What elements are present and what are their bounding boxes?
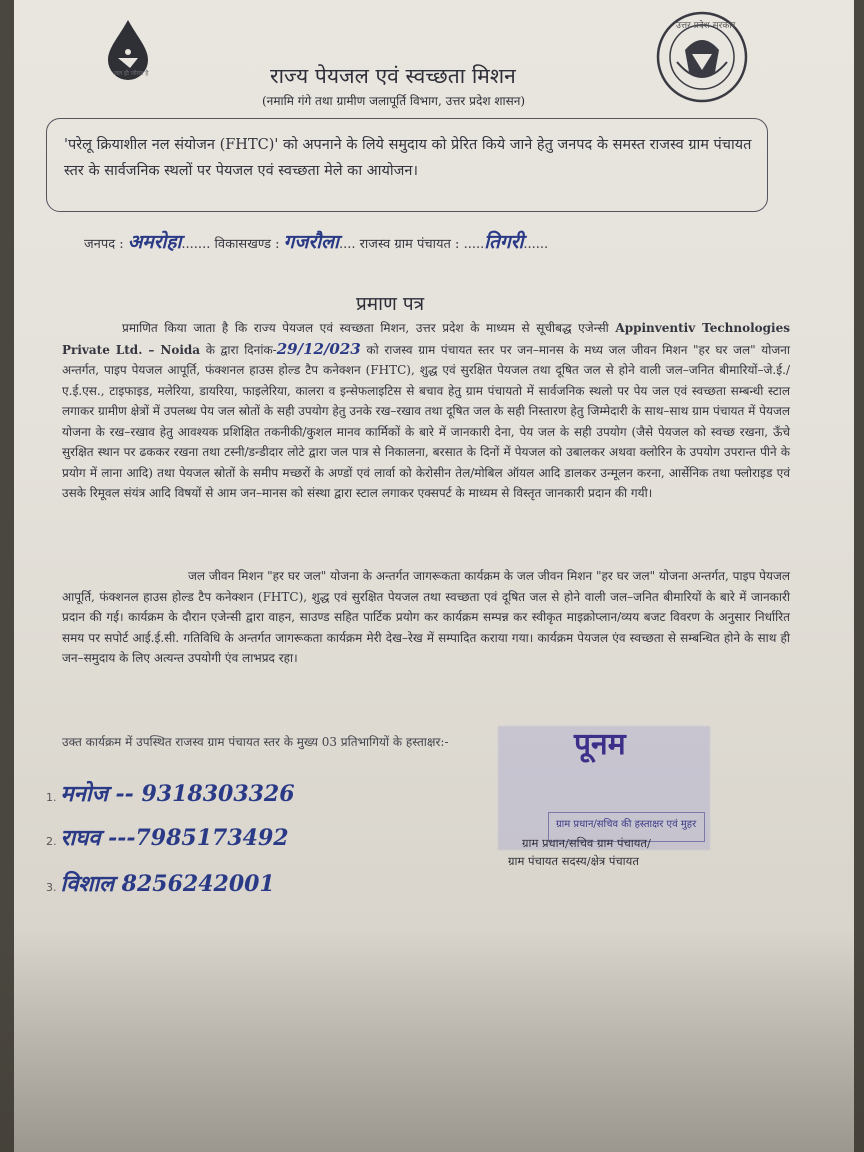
panchayat-value: तिगरी — [484, 231, 524, 253]
block-value: गजरौला — [283, 231, 339, 253]
location-fields: जनपद : अमरोहा....... विकासखण्ड : गजरौला.... राजस्व ग्राम पंचायत : .....तिगरी...... — [84, 231, 549, 253]
district-label: जनपद : — [84, 237, 124, 252]
water-drop-logo-icon — [100, 18, 160, 98]
para1-before: प्रमाणित किया जाता है कि राज्य पेयजल एवं स्वच्छता मिशन, उत्तर प्रदेश के माध्यम से सूचीबद्ध एजेन्सी — [122, 321, 616, 335]
subject-text: 'परेलू क्रियाशील नल संयोजन (FHTC)' को अपनाने के लिये समुदाय को प्रेरित किये जाने हेतु जनपद के समस्त राजस्व ग्राम पंचायत स्तर के सार्वजनिक स्थलों पर पेयजल एवं स्वच्छता मेले का आयोजन। — [64, 137, 752, 179]
signatory-caption-1: ग्राम प्रधान/सचिव ग्राम पंचायत/ — [522, 836, 651, 850]
block-label: विकासखण्ड : — [214, 237, 280, 252]
page-subtitle: (नमामि गंगे तथा ग्रामीण जलापूर्ति विभाग, उत्तर प्रदेश शासन) — [262, 94, 526, 108]
certificate-heading: प्रमाण पत्र — [356, 293, 425, 315]
participants-intro: उक्त कार्यक्रम में उपस्थित राजस्व ग्राम पंचायत स्तर के मुख्य 03 प्रतिभागियों के हस्ताक्षर:- — [62, 735, 449, 749]
participant-row — [46, 868, 275, 898]
district-value: अमरोहा — [127, 231, 182, 253]
participant-row — [46, 822, 289, 852]
para1-mid: के द्वारा दिनांक- — [200, 342, 277, 357]
participant-number: 2. — [46, 835, 57, 848]
agency-name: Appinventiv Technologies Private Ltd. – Noida — [62, 321, 790, 357]
signatory-caption-2: ग्राम पंचायत सदस्य/क्षेत्र पंचायत — [508, 854, 639, 868]
participant-row — [46, 778, 295, 808]
participant-entry: मनोज -- 9318303326 — [60, 781, 295, 807]
stamp-text: ग्राम प्रधान/सचिव की हस्ताक्षर एवं मुहर — [556, 819, 697, 830]
panchayat-label: राजस्व ग्राम पंचायत : — [359, 237, 460, 252]
para1-after: को राजस्व ग्राम पंचायत स्तर पर जन–मानस के मध्य जल जीवन मिशन "हर घर जल" योजना अन्तर्गत, पाइप पेयजल आपूर्ति, फंक्शनल हाउस होल्ड टैप कनेक्शन (FHTC), शुद्ध एवं सुरक्षित पेयजल तथा दूषित जल से होने वाली जल–जनित बीमारियों–जे.ई./ए.ई.एस., टाइफाइड, मलेरिया, डायरिया, फाइलेरिया, कालरा व इन्सेफलाइटिस से बचाव हेतु ग्राम पंचायतो में सार्वजनिक स्थलो पर पेय जल एवं स्वच्छता सम्बन्धी स्टाल लगाकर ग्रामीण क्षेत्रों में उपलब्ध पेय जल स्रोतों के सही उपयोग हेतु उनके रख–रखाव तथा दूषित जल के सही निस्तारण हेतु जिम्मेदारी के साथ–साथ ग्राम पंचायत में पेयजल योजना के रख–रखाव हेतु आवश्यक प्रशिक्षित तकनीकी/कुशल मानव कार्मिकों के बारे में जानकारी देना, पेय जल के सही उपयोग (जैसे पेयजल को स्वच्छ रखना, ऊँचे सुरक्षित स्थान पर ढककर रखना तथा टस्नी/डन्डीदार लोटे द्वारा जल पात्र से निकालना, बरसात के दिनों में पेयजल को उबालकर अथवा क्लोरिन के उपयोग उपरान्त पीने के प्रयोग में लाना आदि) तथा पेयजल स्रोतों के समीप मच्छरों के अण्डों एवं लार्वा को केरोसीन तेल/मोबिल ऑयल आदि डालकर उन्मूलन करना, आर्सेनिक तथा फ्लोराइड एवं उसके रिमूवल संयंत्र आदि विषयों से आम जन–मानस को संस्था द्वारा स्टाल लगाकर एक्सपर्ट के माध्यम से विस्तृत जानकारी प्रदान की गयी। — [62, 342, 791, 500]
body-paragraph-2: जल जीवन मिशन "हर घर जल" योजना के अन्तर्गत जागरूकता कार्यक्रम के जल जीवन मिशन "हर घर जल" योजना अन्तर्गत, पाइप पेयजल आपूर्ति, फंक्शनल हाउस होल्ड टैप कनेक्शन (FHTC), शुद्ध एवं सुरक्षित पेयजल तथा स्वच्छता एवं दूषित जल से होने वाली जल–जनित बीमारियों के बारे में जानकारी प्रदान की गई। कार्यक्रम के दौरान एजेन्सी द्वारा वाहन, साउण्ड सहित पार्टिक प्रयोग कर कार्यक्रम सम्पन्न कर स्वीकृत माइक्रोप्लान/व्यय बजट विवरण के अनुसार निर्धारित समय पर सपोर्ट आई.ई.सी. गतिविधि के अन्तर्गत जागरूकता कार्यक्रम मेरी देख–रेख में सम्पादित कराया गया। कार्यक्रम पेयजल एंव स्वच्छता से सम्बन्धित होने के साथ ही जन–समुदाय के लिए अत्यन्त उपयोगी एंव लाभप्रद रहा। — [62, 569, 790, 665]
seal-text: उत्तर प्रदेश सरकार — [676, 21, 736, 31]
participant-entry: विशाल 8256242001 — [60, 871, 275, 897]
event-date: 29/12/023 — [276, 339, 361, 358]
participant-entry: राघव ---7985173492 — [60, 825, 289, 851]
participant-number: 3. — [46, 881, 57, 894]
body-paragraph-1 — [62, 318, 790, 504]
logo-caption: जल ही जीवन है — [113, 70, 149, 77]
signatory-signature: पूनम — [574, 727, 626, 762]
participant-number: 1. — [46, 791, 57, 804]
page-title: राज्य पेयजल एवं स्वच्छता मिशन — [270, 64, 516, 88]
